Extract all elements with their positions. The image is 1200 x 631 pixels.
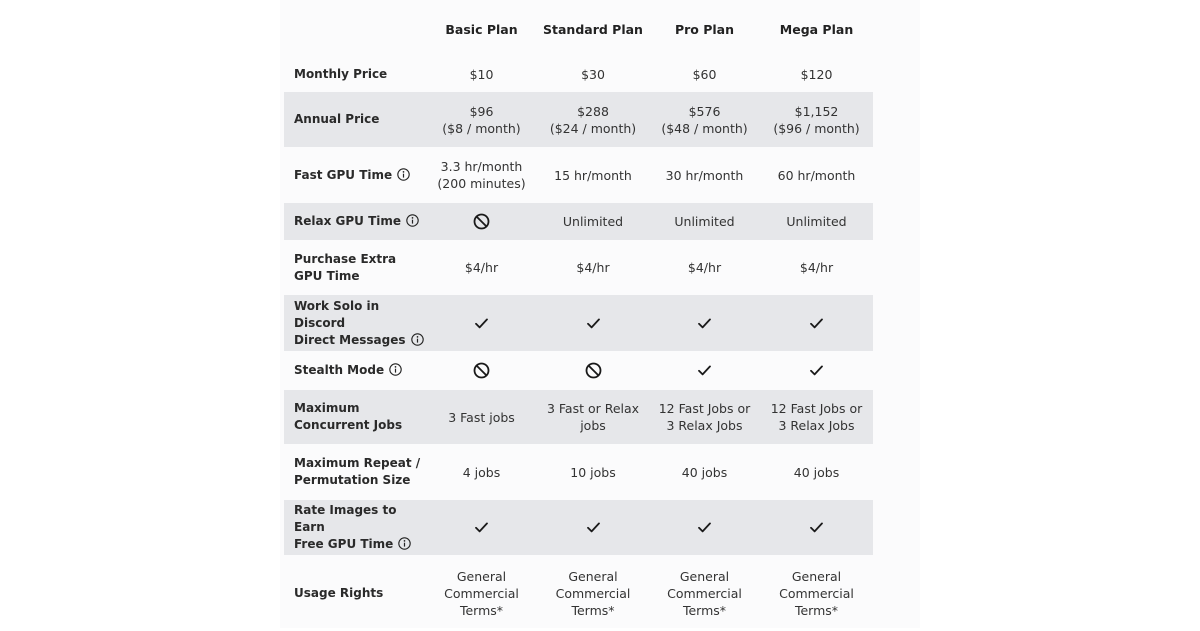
not-allowed-icon	[585, 362, 602, 379]
check-icon	[810, 522, 823, 533]
plan-cell-mega-plan	[760, 390, 873, 444]
feature-label	[284, 500, 426, 555]
plan-cell-standard-plan	[537, 500, 649, 555]
cell-value: $1,152 ($96 / month)	[773, 103, 860, 136]
info-icon[interactable]	[397, 168, 410, 181]
cell-value: $10	[469, 66, 494, 82]
check-icon	[698, 522, 711, 533]
plan-cell-mega-plan	[760, 500, 873, 555]
plan-cell-mega-plan	[760, 295, 873, 351]
feature-label	[284, 203, 426, 240]
plan-cell-mega-plan	[760, 555, 873, 631]
cell-value: $96 ($8 / month)	[442, 103, 521, 136]
cell-value: 3 Fast jobs	[448, 409, 515, 425]
plan-cell-basic-plan	[426, 555, 537, 631]
cell-value: $120	[800, 66, 833, 82]
plan-cell-mega-plan	[760, 147, 873, 203]
check-icon	[587, 318, 600, 329]
plan-cell-pro-plan	[649, 555, 760, 631]
check-icon	[698, 318, 711, 329]
plan-cell-standard-plan	[537, 390, 649, 444]
cell-value: $4/hr	[464, 260, 499, 275]
not-allowed-icon	[473, 213, 490, 230]
feature-label	[284, 555, 426, 631]
cell-value: 12 Fast Jobs or 3 Relax Jobs	[658, 401, 751, 433]
feature-label-text: Relax GPU Time	[294, 214, 402, 228]
feature-label	[284, 444, 426, 500]
pricing-table	[284, 0, 873, 631]
plan-cell-pro-plan	[649, 444, 760, 500]
feature-label-text: Fast GPU Time	[294, 167, 393, 182]
plan-cell-mega-plan	[760, 240, 873, 295]
plan-header-pro-plan: Pro Plan	[674, 21, 735, 37]
plan-cell-basic-plan	[426, 203, 537, 240]
plan-cell-standard-plan	[537, 147, 649, 203]
plan-cell-basic-plan	[426, 500, 537, 555]
info-icon[interactable]	[411, 333, 424, 346]
plan-cell-mega-plan	[760, 92, 873, 147]
cell-value: 4 jobs	[462, 464, 501, 480]
plan-header-standard-plan: Standard Plan	[543, 21, 643, 37]
cell-value: 40 jobs	[681, 464, 728, 480]
cell-value: 3 Fast or Relax jobs	[546, 401, 640, 433]
feature-label-text: Stealth Mode	[294, 363, 385, 377]
cell-value: $4/hr	[687, 260, 722, 275]
plan-cell-pro-plan	[649, 295, 760, 351]
feature-label	[284, 147, 426, 203]
feature-label-text: Maximum Concurrent Jobs	[294, 401, 403, 432]
plan-cell-standard-plan	[537, 295, 649, 351]
cell-value: $576 ($48 / month)	[661, 103, 748, 136]
plan-cell-pro-plan	[649, 240, 760, 295]
cell-value: 12 Fast Jobs or 3 Relax Jobs	[770, 401, 863, 433]
feature-label	[284, 56, 426, 92]
feature-label-text: Usage Rights	[294, 585, 384, 600]
cell-value: 15 hr/month	[554, 167, 632, 183]
plan-cell-pro-plan	[649, 92, 760, 147]
check-icon	[587, 522, 600, 533]
info-icon[interactable]	[389, 363, 402, 376]
plan-cell-pro-plan	[649, 351, 760, 390]
feature-label-text: Purchase Extra GPU Time	[294, 251, 397, 283]
plan-cell-standard-plan	[537, 203, 649, 240]
plan-cell-standard-plan	[537, 92, 649, 147]
cell-value: General Commercial Terms*	[667, 568, 742, 618]
plan-cell-standard-plan	[537, 555, 649, 631]
plan-cell-mega-plan	[760, 444, 873, 500]
plan-cell-mega-plan	[760, 203, 873, 240]
plan-cell-mega-plan	[760, 351, 873, 390]
feature-label	[284, 295, 426, 351]
plan-cell-basic-plan	[426, 92, 537, 147]
info-icon[interactable]	[398, 537, 411, 550]
cell-value: 40 jobs	[793, 464, 840, 480]
plan-cell-pro-plan	[649, 500, 760, 555]
check-icon	[810, 365, 823, 376]
cell-value: 60 hr/month	[777, 167, 856, 183]
cell-value: 10 jobs	[570, 464, 616, 480]
cell-value: General Commercial Terms*	[555, 568, 631, 618]
cell-value: General Commercial Terms*	[779, 568, 854, 618]
plan-cell-pro-plan	[649, 147, 760, 203]
cell-value: Unlimited	[674, 214, 735, 229]
plan-cell-basic-plan	[426, 444, 537, 500]
feature-label	[284, 92, 426, 147]
plan-cell-basic-plan	[426, 240, 537, 295]
plan-cell-basic-plan	[426, 295, 537, 351]
feature-label	[284, 240, 426, 295]
cell-value: $60	[692, 66, 717, 82]
feature-label-text: Work Solo in Discord Direct Messages	[294, 298, 406, 347]
plan-cell-basic-plan	[426, 147, 537, 203]
not-allowed-icon	[473, 362, 490, 379]
plan-header-basic-plan: Basic Plan	[445, 21, 518, 37]
feature-label-text: Maximum Repeat / Permutation Size	[294, 456, 421, 487]
plan-cell-pro-plan	[649, 390, 760, 444]
cell-value: Unlimited	[786, 214, 847, 229]
feature-label-text: Rate Images to Earn Free GPU Time	[294, 503, 397, 551]
check-icon	[698, 365, 711, 376]
cell-value: 3.3 hr/month (200 minutes)	[437, 159, 526, 191]
plan-cell-standard-plan	[537, 351, 649, 390]
cell-value: Unlimited	[562, 214, 624, 229]
plan-cell-standard-plan	[537, 56, 649, 92]
plan-cell-standard-plan	[537, 444, 649, 500]
check-icon	[475, 522, 488, 533]
check-icon	[475, 318, 488, 329]
feature-label	[284, 351, 426, 390]
check-icon	[810, 318, 823, 329]
info-icon[interactable]	[406, 214, 419, 227]
cell-value: $288 ($24 / month)	[549, 103, 637, 136]
cell-value: $30	[581, 66, 605, 82]
cell-value: 30 hr/month	[665, 167, 744, 183]
plan-cell-standard-plan	[537, 240, 649, 295]
feature-label-text: Monthly Price	[294, 66, 388, 81]
plan-cell-mega-plan	[760, 56, 873, 92]
feature-label	[284, 390, 426, 444]
feature-label-text: Annual Price	[294, 112, 380, 126]
cell-value: General Commercial Terms*	[444, 568, 519, 618]
cell-value: $4/hr	[576, 260, 610, 275]
plan-cell-basic-plan	[426, 390, 537, 444]
plan-cell-pro-plan	[649, 56, 760, 92]
plan-cell-basic-plan	[426, 56, 537, 92]
plan-header-mega-plan: Mega Plan	[779, 21, 854, 37]
cell-value: $4/hr	[799, 260, 834, 275]
plan-cell-pro-plan	[649, 203, 760, 240]
plan-cell-basic-plan	[426, 351, 537, 390]
header-corner	[284, 0, 426, 56]
